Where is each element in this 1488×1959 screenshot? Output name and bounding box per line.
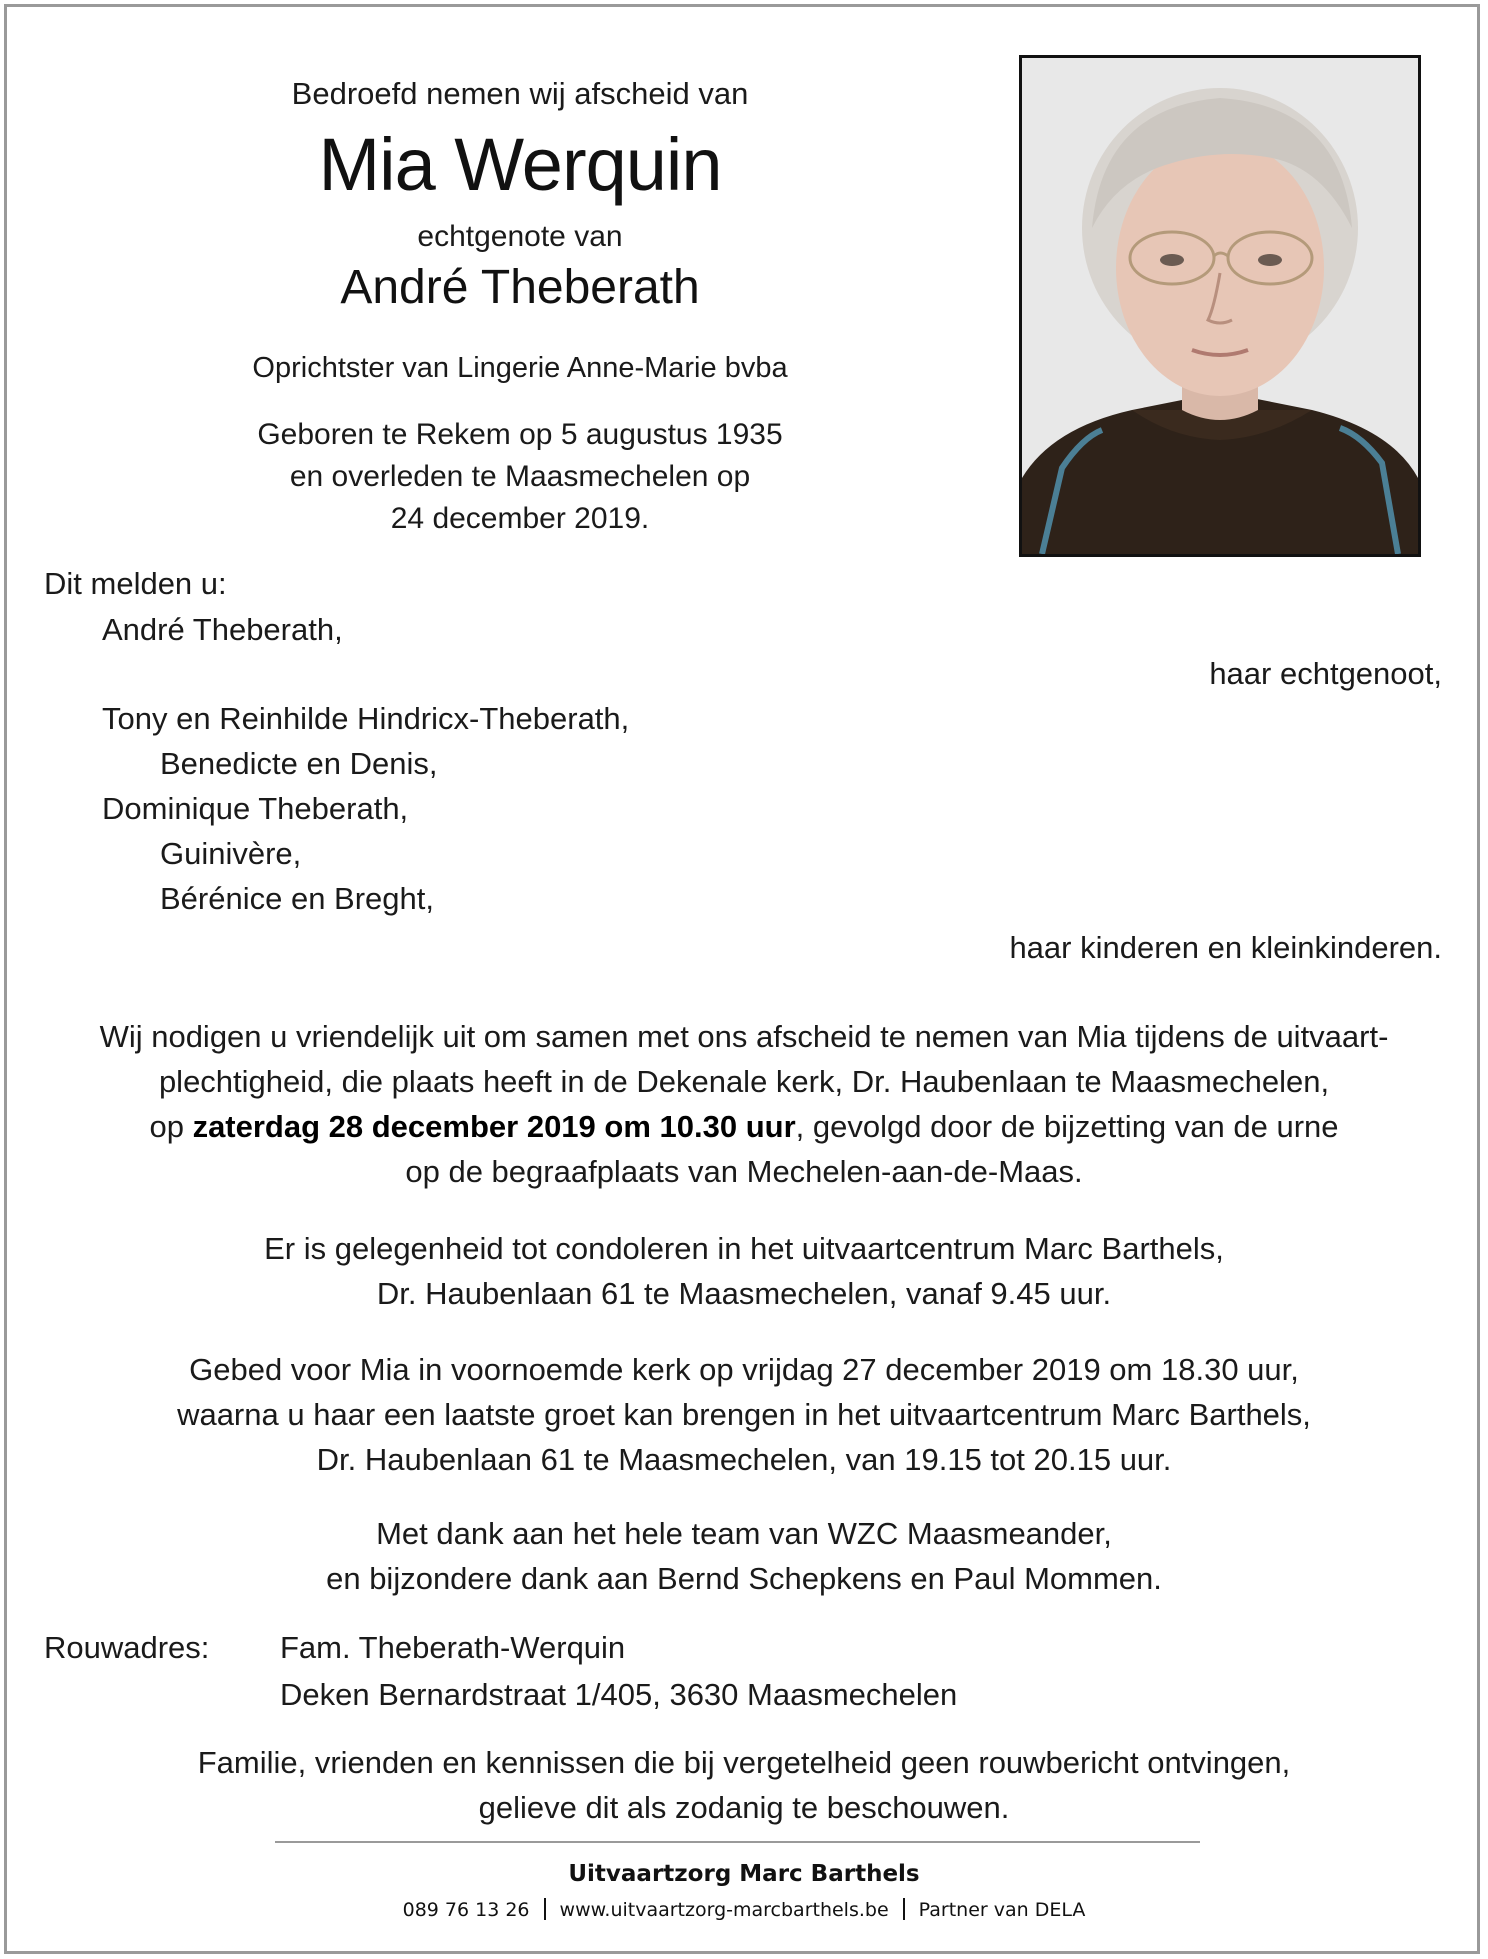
thanks-line: en bijzondere dank aan Bernd Schepkens en Paul Mommen. <box>326 1561 1162 1596</box>
birth-death-info <box>130 414 910 540</box>
family-member: André Theberath, <box>102 612 343 647</box>
footer-contact <box>244 1898 1244 1921</box>
prayer-line: Gebed voor Mia in voornoemde kerk op vrijdag 27 december 2019 om 18.30 uur, <box>189 1352 1299 1387</box>
condolences-paragraph <box>40 1226 1448 1316</box>
spouse-relation: haar echtgenoot, <box>1209 656 1442 691</box>
note-line: gelieve dit als zodanig te beschouwen. <box>478 1790 1010 1825</box>
ceremony-paragraph <box>40 1014 1448 1194</box>
born-line: en overleden te Maasmechelen op <box>289 460 751 493</box>
prayer-line: waarna u haar een laatste groet kan brengen in het uitvaartcentrum Marc Barthels, <box>177 1397 1311 1432</box>
condolences-line: Dr. Haubenlaan 61 te Maasmechelen, vanaf 9.45 uur. <box>376 1276 1112 1311</box>
born-line: Geboren te Rekem op 5 augustus 1935 <box>257 418 783 451</box>
ceremony-line: op de begraafplaats van Mechelen-aan-de-Maas. <box>405 1154 1083 1189</box>
deceased-name: Mia Werquin <box>318 123 722 206</box>
intro-text: Bedroefd nemen wij afscheid van <box>291 76 749 111</box>
children-relation: haar kinderen en kleinkinderen. <box>1009 930 1442 965</box>
portrait-photo <box>1019 55 1421 557</box>
family-member: Guinivère, <box>160 836 302 871</box>
family-member: Dominique Theberath, <box>102 791 409 826</box>
portrait-illustration <box>1022 58 1418 554</box>
thanks-line: Met dank aan het hele team van WZC Maasmeander, <box>376 1516 1112 1551</box>
ceremony-datetime: zaterdag 28 december 2019 om 10.30 uur <box>192 1109 796 1144</box>
footer-divider <box>275 1841 1200 1843</box>
ceremony-line: plechtigheid, die plaats heeft in de Dekenale kerk, Dr. Haubenlaan te Maasmechelen, <box>158 1064 1330 1099</box>
mourning-address-street: Deken Bernardstraat 1/405, 3630 Maasmechelen <box>280 1677 958 1712</box>
footer-phone[interactable]: 089 76 13 26 <box>402 1899 530 1921</box>
spouse-name: André Theberath <box>340 261 700 314</box>
note-line: Familie, vrienden en kennissen die bij vergetelheid geen rouwbericht ontvingen, <box>197 1745 1291 1780</box>
prayer-line: Dr. Haubenlaan 61 te Maasmechelen, van 19.15 tot 20.15 uur. <box>316 1442 1172 1477</box>
spouse-label: echtgenote van <box>417 220 623 253</box>
ceremony-line-pre: op <box>149 1109 193 1144</box>
born-line: 24 december 2019. <box>390 502 650 535</box>
mourning-address-label: Rouwadres: <box>44 1630 210 1665</box>
thanks-paragraph <box>40 1511 1448 1601</box>
ceremony-line-post: , gevolgd door de bijzetting van de urne <box>795 1109 1339 1144</box>
condolences-line: Er is gelegenheid tot condoleren in het uitvaartcentrum Marc Barthels, <box>264 1231 1224 1266</box>
family-member: Tony en Reinhilde Hindricx-Theberath, <box>102 701 630 736</box>
note-paragraph <box>40 1740 1448 1830</box>
footer-company: Uitvaartzorg Marc Barthels <box>568 1861 920 1887</box>
prayer-paragraph <box>40 1347 1448 1482</box>
footer-separator <box>544 1898 546 1920</box>
footer-separator <box>903 1898 905 1920</box>
mourning-address-family: Fam. Theberath-Werquin <box>280 1630 626 1665</box>
footer-partner: Partner van DELA <box>918 1899 1086 1921</box>
ceremony-line: Wij nodigen u vriendelijk uit om samen met ons afscheid te nemen van Mia tijdens de uitvaart- <box>99 1019 1389 1054</box>
announcers-label: Dit melden u: <box>44 566 227 601</box>
footer-website[interactable]: www.uitvaartzorg-marcbarthels.be <box>559 1899 889 1921</box>
description: Oprichtster van Lingerie Anne-Marie bvba <box>252 352 788 384</box>
ceremony-line <box>40 1104 1448 1149</box>
family-member: Benedicte en Denis, <box>160 746 438 781</box>
family-member: Bérénice en Breght, <box>160 881 435 916</box>
